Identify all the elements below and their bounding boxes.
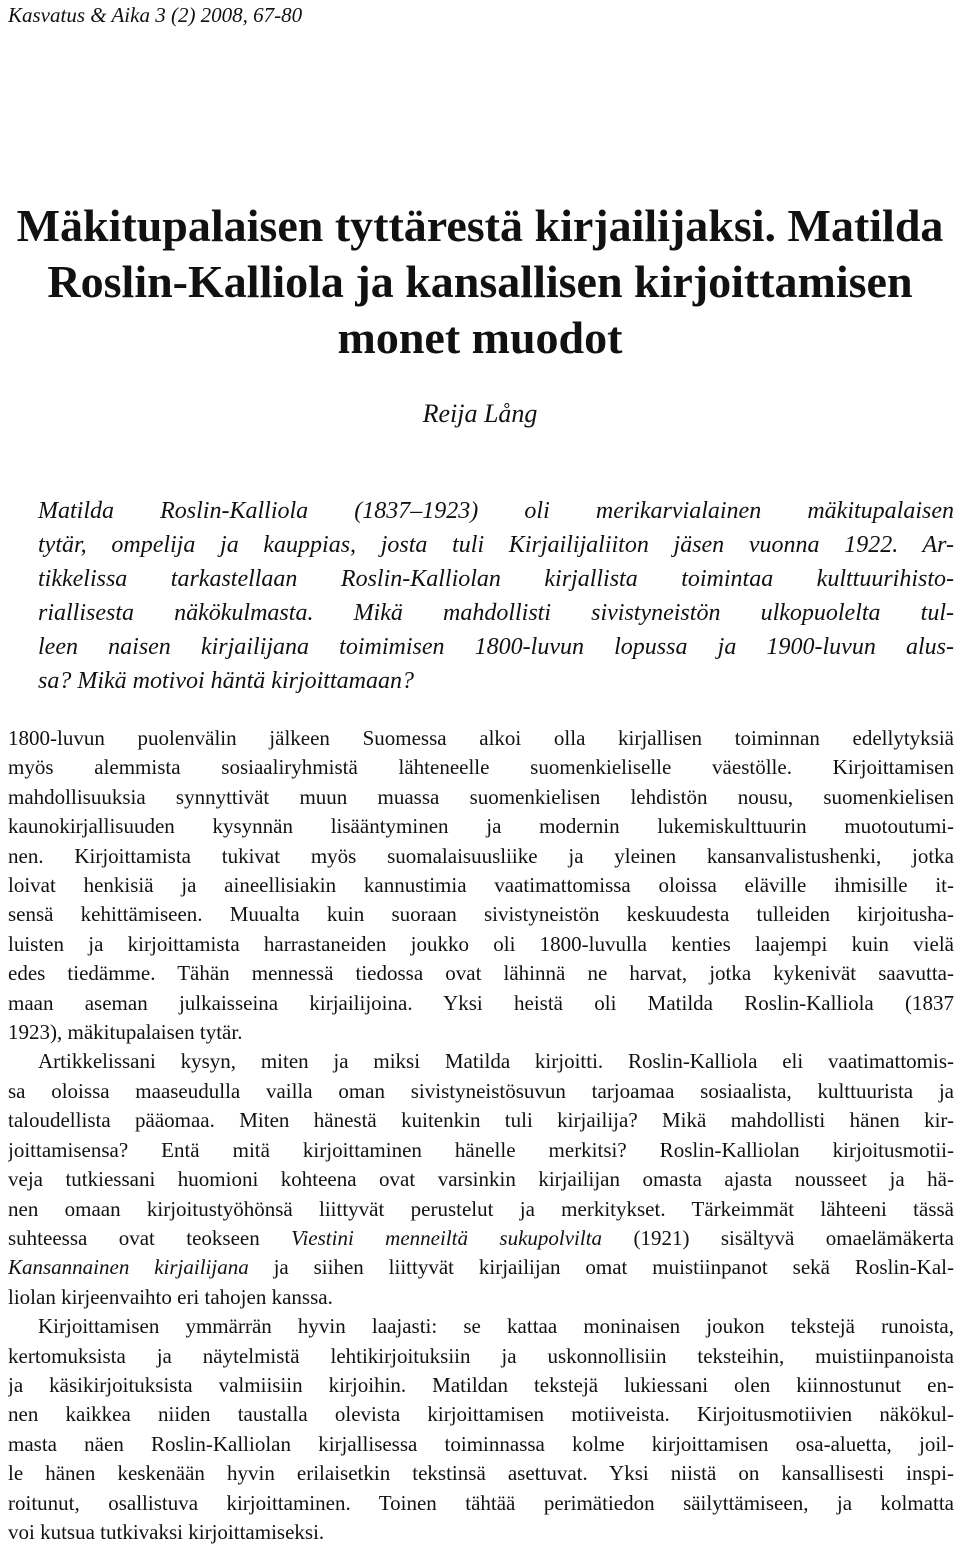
body-line: liolan kirjeenvaihto eri tahojen kanssa. — [8, 1284, 333, 1309]
body-line: myös alemmista sosiaaliryhmistä lähteneelle suomenkieliselle väestölle. Kirjoittamisen — [8, 755, 954, 780]
body-line: roitunut, osallistuva kirjoittaminen. Toinen tähtää perimätiedon säilyttämiseen, ja kolmatta — [8, 1490, 954, 1515]
body-line: veja tutkiessani huomioni kohteena ovat varsinkin kirjailijan omasta ajasta nousseet ja hä- — [8, 1167, 954, 1192]
body-line: sa oloissa maaseudulla vailla oman sivistyneistösuvun tarjoamaa sosiaalista, kulttuurista ja — [8, 1078, 954, 1103]
body-line: nen kaikkea niiden taustalla olevista kirjoittamisen motiiveista. Kirjoitusmotiivien näkökul- — [8, 1402, 954, 1427]
abstract-line: tytär, ompelija ja kauppias, josta tuli Kirjailijaliiton jäsen vuonna 1922. Ar- — [38, 532, 954, 558]
work-title: Kansannainen kirjailijana — [8, 1255, 249, 1280]
body-line: joittamisensa? Entä mitä kirjoittaminen hänelle merkitsi? Roslin-Kalliolan kirjoitusmotii- — [8, 1137, 954, 1162]
abstract-line: sa? Mikä motivoi häntä kirjoittamaan? — [38, 668, 414, 694]
body-line: kertomuksista ja näytelmistä lehtikirjoituksiin ja uskonnollisiin teksteihin, muistiinpanoista — [8, 1343, 954, 1368]
journal-citation: Kasvatus & Aika 3 (2) 2008, 67-80 — [8, 3, 303, 27]
body-line: Kirjoittamisen ymmärrän hyvin laajasti: se kattaa moninaisen joukon tekstejä runoista, — [38, 1314, 954, 1339]
abstract — [38, 494, 954, 698]
title-line: Roslin-Kalliola ja kansallisen kirjoittamisen — [47, 256, 913, 307]
body-line: voi kutsua tutkivaksi kirjoittamiseksi. — [8, 1519, 325, 1544]
book-title: Viestini menneiltä sukupolvilta — [291, 1225, 603, 1250]
body-line — [8, 1224, 954, 1253]
author-name: Reija Lång — [422, 399, 538, 428]
body-text — [8, 724, 954, 1547]
body-line — [8, 1253, 954, 1282]
abstract-line: leen naisen kirjailijana toimimisen 1800-luvun lopussa ja 1900-luvun alus- — [38, 634, 954, 660]
body-line: loivat henkisiä ja aineellisiakin kannustimia vaatimattomissa oloissa eläville ihmisille it- — [8, 873, 954, 898]
body-line: maan aseman julkaisseina kirjailijoina. Yksi heistä oli Matilda Roslin-Kalliola (1837 — [8, 990, 954, 1015]
body-line: nen omaan kirjoitustyöhönsä liittyvät perustelut ja merkitykset. Tärkeimmät lähteeni tässä — [8, 1196, 954, 1221]
body-line: masta näen Roslin-Kalliolan kirjallisessa toiminnassa kolme kirjoittamisen osa-aluetta, joil- — [8, 1431, 954, 1456]
body-line: le hänen keskenään hyvin erilaisetkin tekstinsä asettuvat. Yksi niistä on kansallisesti inspi- — [8, 1461, 954, 1486]
body-line: taloudellista pääomaa. Miten hänestä kuitenkin tuli kirjailija? Mikä mahdollisti hänen kir- — [8, 1108, 954, 1133]
title-line: monet muodot — [337, 312, 623, 363]
body-text-run: (1921) sisältyvä omaelämäkerta — [602, 1225, 954, 1250]
body-line: nen. Kirjoittamista tukivat myös suomalaisuusliike ja yleinen kansanvalistushenki, jotka — [8, 843, 954, 868]
title-line: Mäkitupalaisen tyttärestä kirjailijaksi. Matilda — [16, 200, 944, 251]
body-text-run: suhteessa ovat teokseen — [8, 1225, 292, 1250]
body-line: 1923), mäkitupalaisen tytär. — [8, 1020, 243, 1045]
body-line: edes tiedämme. Tähän mennessä tiedossa ovat lähinnä ne harvat, jotka kykenivät saavutta- — [8, 961, 954, 986]
abstract-line: riallisesta näkökulmasta. Mikä mahdollisti sivistyneistön ulkopuolelta tul- — [38, 600, 954, 626]
body-line: ja käsikirjoituksista valmiisiin kirjoihin. Matildan tekstejä lukiessani olen kiinnostunut en- — [8, 1372, 954, 1397]
body-text-run: ja siihen liittyvät kirjailijan omat muistiinpanot sekä Roslin-Kal- — [248, 1255, 954, 1280]
body-line: 1800-luvun puolenvälin jälkeen Suomessa alkoi olla kirjallisen toiminnan edellytyksiä — [8, 726, 954, 750]
body-line: luisten ja kirjoittamista harrastaneiden joukko oli 1800-luvulla kenties laajempi kuin vielä — [8, 931, 954, 956]
body-line: sensä kehittämiseen. Muualta kuin suoraan sivistyneistön keskuudesta tulleiden kirjoitusha- — [8, 902, 954, 927]
abstract-line: tikkelissa tarkastellaan Roslin-Kalliolan kirjallista toimintaa kulttuurihisto- — [38, 566, 954, 592]
body-line: Artikkelissani kysyn, miten ja miksi Matilda kirjoitti. Roslin-Kalliola eli vaatimattomis- — [38, 1049, 954, 1074]
body-line: mahdollisuuksia synnyttivät muun muassa suomenkielisen lehdistön nousu, suomenkielisen — [8, 784, 954, 809]
article-title — [0, 198, 960, 366]
abstract-line: Matilda Roslin-Kalliola (1837–1923) oli merikarvialainen mäkitupalaisen — [38, 498, 954, 524]
body-line: kaunokirjallisuuden kysynnän lisääntyminen ja modernin lukemiskulttuurin muotoutumi- — [8, 814, 954, 839]
